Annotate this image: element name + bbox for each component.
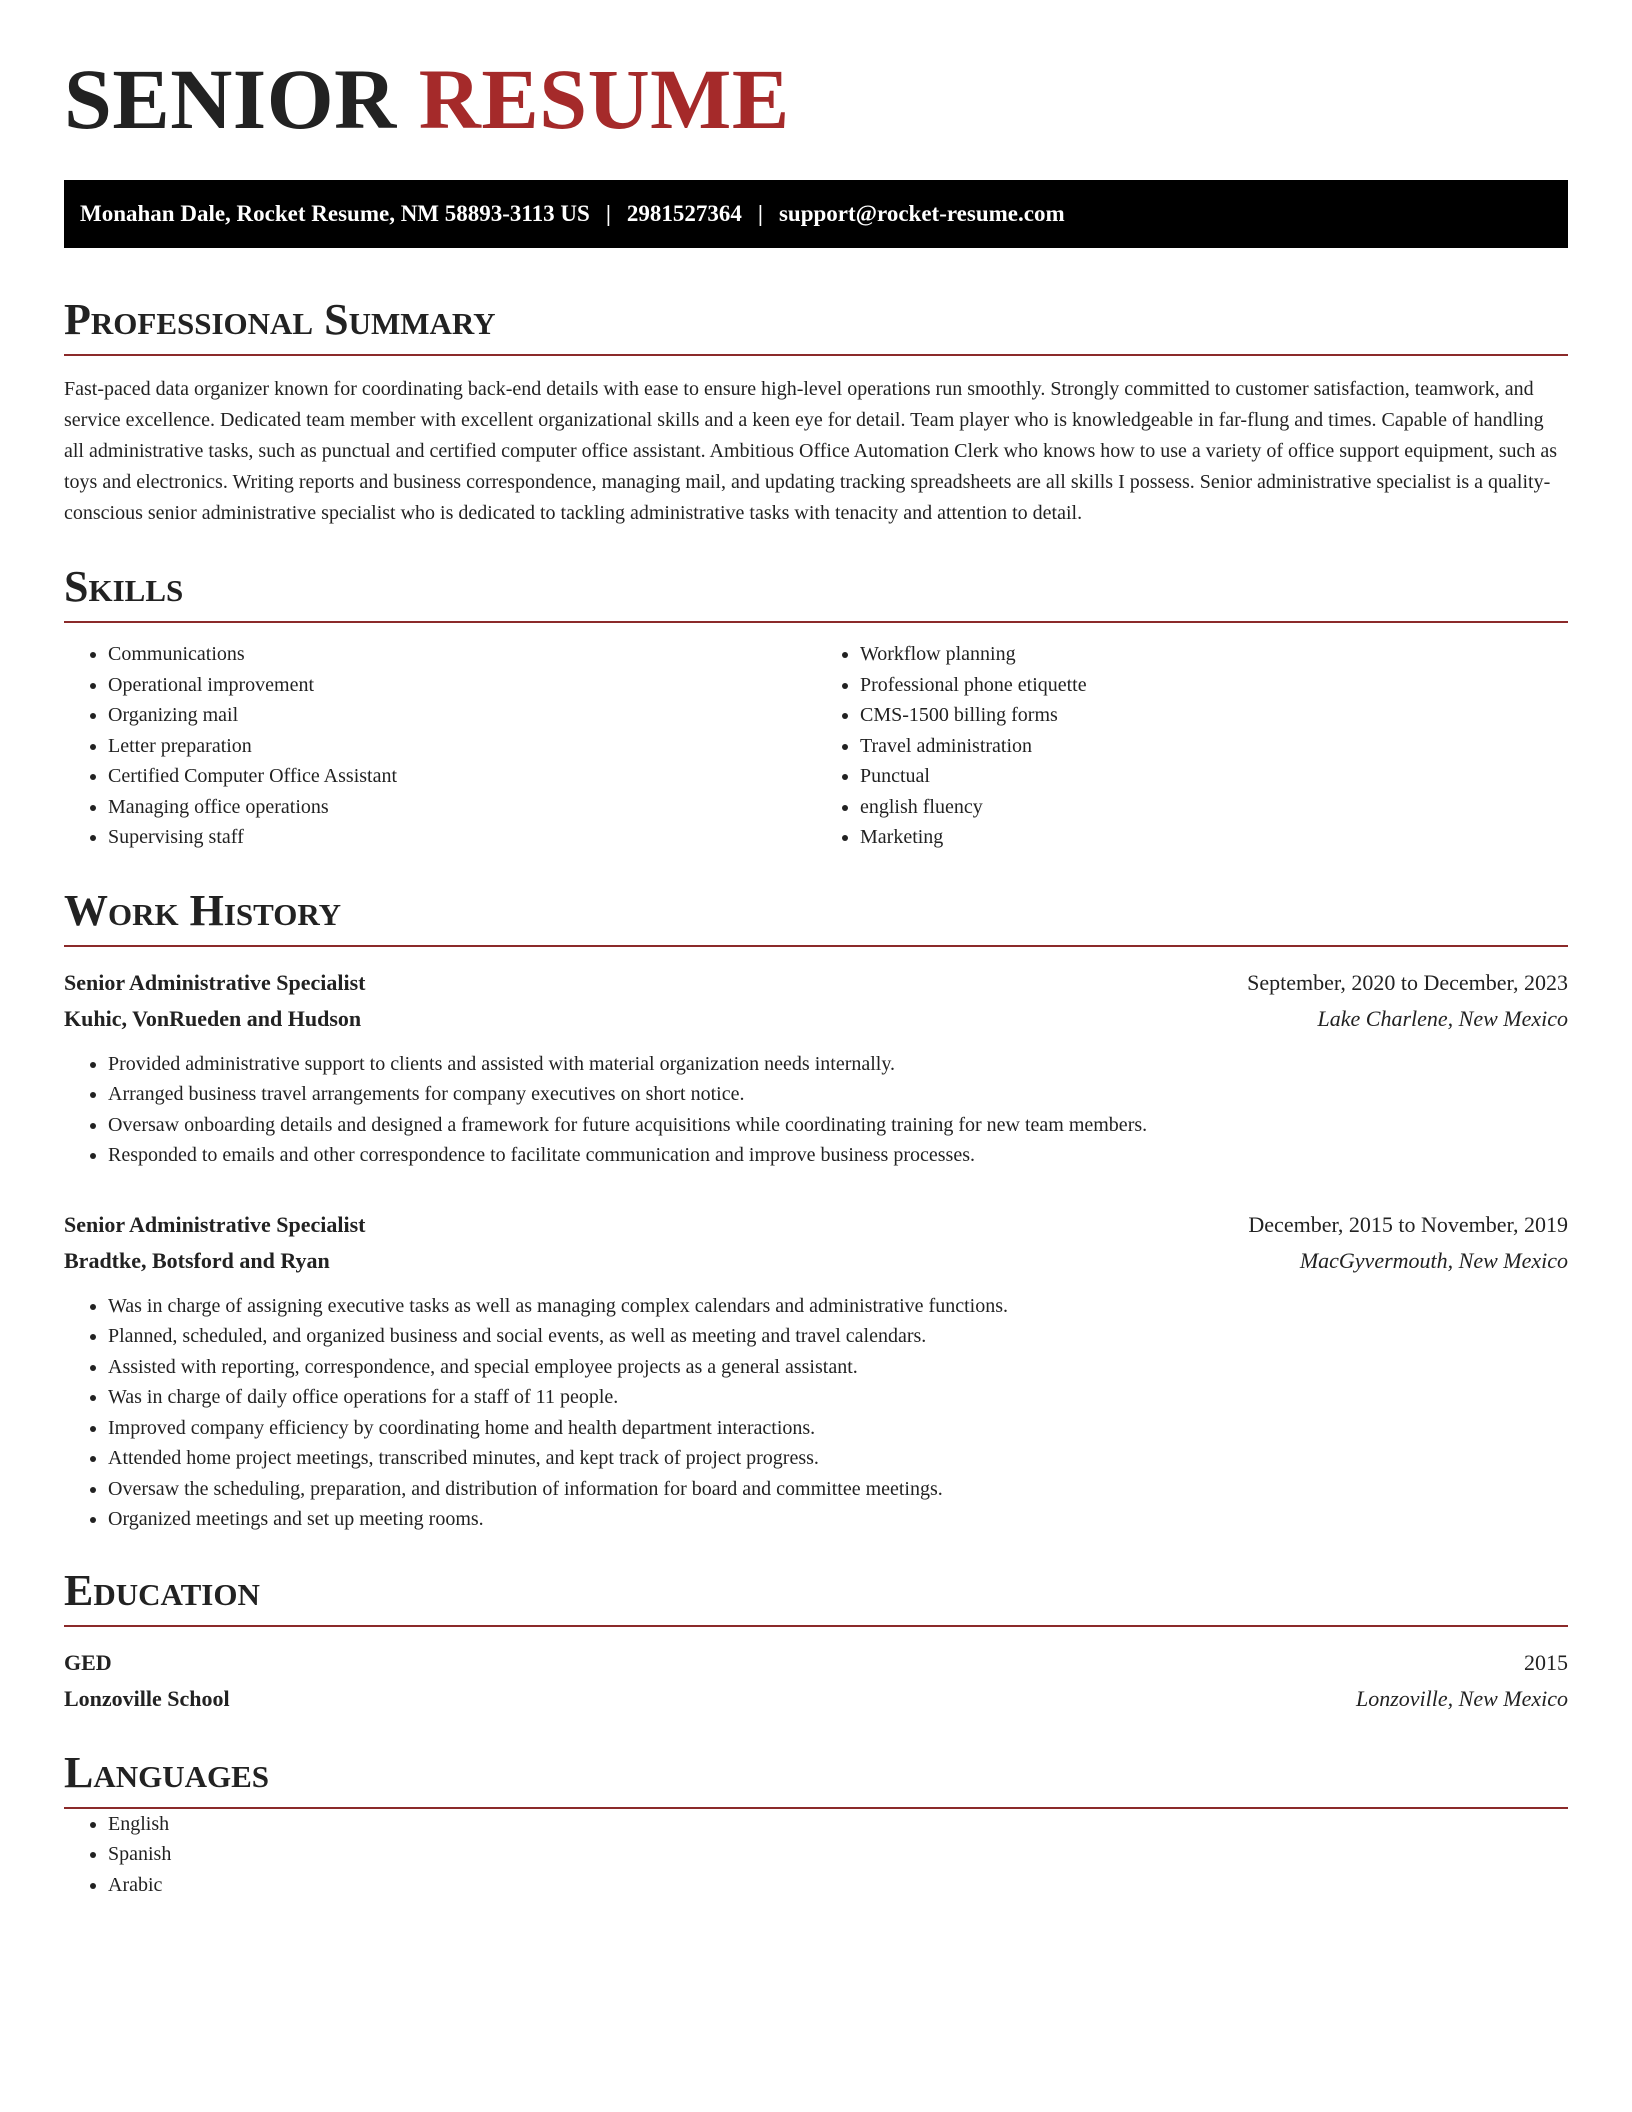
job-company-row [64,1243,1568,1279]
job-title: Senior Administrative Specialist [64,1211,366,1237]
skill-item: • Managing office operations [108,792,816,823]
contact-address: Monahan Dale, Rocket Resume, NM 58893-3113 US [80,201,590,226]
job-entry [64,965,1568,1171]
education-degree-row [64,1645,1568,1681]
professional-summary-heading: Professional Summary [64,298,1568,356]
job-duty: • Oversaw onboarding details and designed a framework for future acquisitions while coordinating training for new team members. [108,1110,1568,1141]
title-part-senior: SENIOR [64,51,397,147]
skills-column-left [64,639,816,853]
education-school: Lonzoville School [64,1685,230,1711]
job-duty: • Organized meetings and set up meeting rooms. [108,1504,1568,1535]
job-duty: • Planned, scheduled, and organized business and social events, as well as meeting and travel calendars. [108,1321,1568,1352]
languages-heading: Languages [64,1751,1568,1809]
job-title-row [64,965,1568,1001]
job-duty: • Attended home project meetings, transcribed minutes, and kept track of project progress. [108,1443,1568,1474]
skill-item: • Operational improvement [108,670,816,701]
contact-phone: 2981527364 [626,201,742,226]
job-duty: • Was in charge of assigning executive tasks as well as managing complex calendars and administrative functions. [108,1291,1568,1322]
job-duty: • Arranged business travel arrangements for company executives on short notice. [108,1079,1568,1110]
job-duty: • Provided administrative support to clients and assisted with material organization needs internally. [108,1049,1568,1080]
skill-item: • english fluency [860,792,1568,823]
job-dates: September, 2020 to December, 2023 [1247,969,1568,995]
title-part-resume: RESUME [418,51,790,147]
education-entry [64,1645,1568,1717]
job-duty: • Assisted with reporting, correspondence, and special employee projects as a general assistant. [108,1352,1568,1383]
contact-separator: | [605,201,611,226]
contact-bar [64,180,1568,248]
education-heading: Education [64,1569,1568,1627]
resume-title [64,51,1568,147]
contact-separator: | [757,201,763,226]
skill-item: • Punctual [860,761,1568,792]
job-duty: • Was in charge of daily office operations for a staff of 11 people. [108,1382,1568,1413]
job-company: Bradtke, Botsford and Ryan [64,1247,330,1273]
skill-item: • Letter preparation [108,731,816,762]
job-duty: • Oversaw the scheduling, preparation, and distribution of information for board and committee meetings. [108,1474,1568,1505]
skill-item: • Certified Computer Office Assistant [108,761,816,792]
languages-list [64,1809,1568,1901]
skills-column-right [816,639,1568,853]
education-location: Lonzoville, New Mexico [1355,1685,1568,1711]
job-dates: December, 2015 to November, 2019 [1248,1211,1568,1237]
job-location: Lake Charlene, New Mexico [1317,1005,1568,1031]
job-company: Kuhic, VonRueden and Hudson [64,1005,362,1031]
job-duty: • Improved company efficiency by coordinating home and health department interactions. [108,1413,1568,1444]
professional-summary-text: Fast-paced data organizer known for coordinating back-end details with ease to ensure high-level operations run smoothly. Strongly committed to customer satisfaction, teamwork, and service excellence. Dedicated team member with excellent organizational skills and a keen eye for detail. Team player who is knowledgeable in far-flung and times. Capable of handling all administrative tasks, such as punctual and certified computer office assistant. Ambitious Office Automation Clerk who knows how to use a variety of office support equipment, such as toys and electronics. Writing reports and business correspondence, managing mail, and updating tracking spreadsheets are all skills I possess. Senior administrative specialist is a quality-conscious senior administrative specialist who is dedicated to tackling administrative tasks with tenacity and attention to detail. [64,378,1558,524]
skills-list-right [816,639,1568,853]
skills-heading: Skills [64,565,1568,623]
language-item: • Spanish [108,1839,1568,1870]
contact-email: support@rocket-resume.com [778,201,1065,226]
skills-grid [64,639,1568,853]
skill-item: • CMS-1500 billing forms [860,700,1568,731]
education-year: 2015 [1524,1649,1568,1675]
skill-item: • Workflow planning [860,639,1568,670]
education-degree: GED [64,1649,112,1675]
education-school-row [64,1681,1568,1717]
skill-item: • Supervising staff [108,822,816,853]
job-duty: • Responded to emails and other correspondence to facilitate communication and improve business processes. [108,1140,1568,1171]
job-entry [64,1207,1568,1535]
skill-item: • Professional phone etiquette [860,670,1568,701]
language-item: • Arabic [108,1870,1568,1901]
skill-item: • Organizing mail [108,700,816,731]
skills-list-left [64,639,816,853]
skill-item: • Communications [108,639,816,670]
job-duties-list [64,1049,1568,1171]
skill-item: • Travel administration [860,731,1568,762]
job-title: Senior Administrative Specialist [64,969,366,995]
job-location: MacGyvermouth, New Mexico [1299,1247,1568,1273]
skill-item: • Marketing [860,822,1568,853]
job-company-row [64,1001,1568,1037]
job-title-row [64,1207,1568,1243]
language-item: • English [108,1809,1568,1840]
work-history-heading: Work History [64,889,1568,947]
job-duties-list [64,1291,1568,1535]
